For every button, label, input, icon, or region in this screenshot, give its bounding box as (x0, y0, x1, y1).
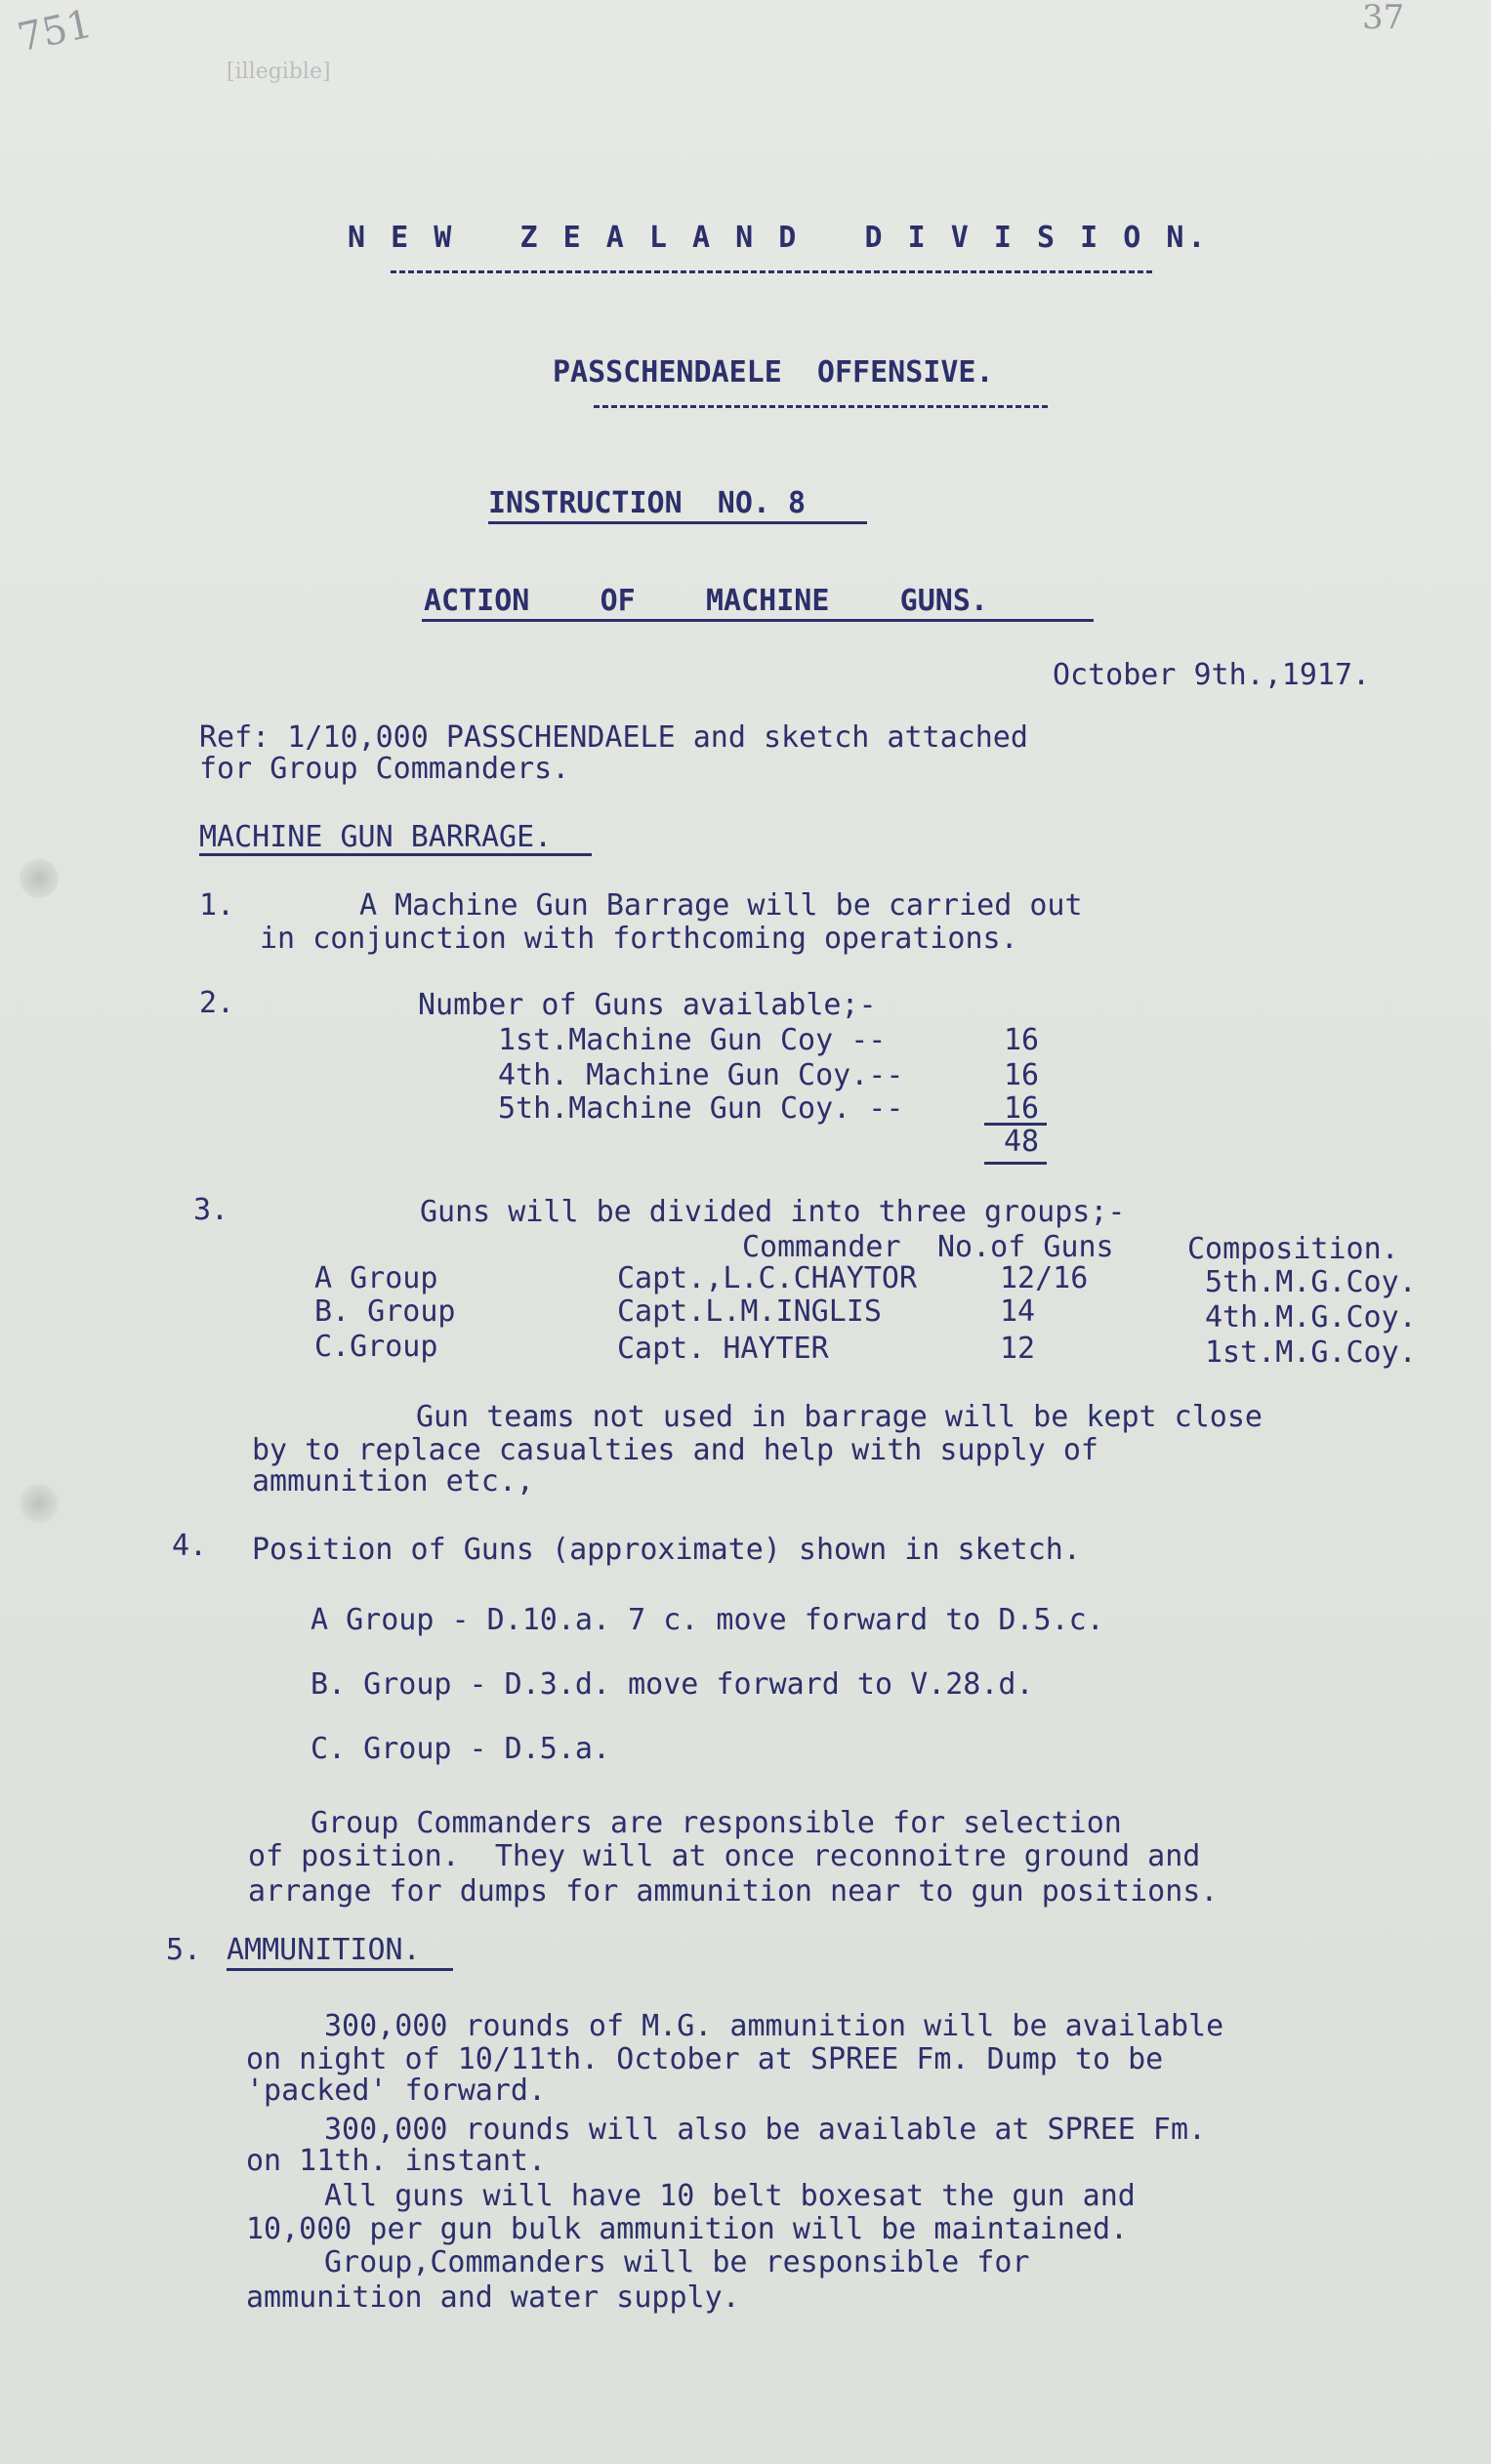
position-c: C. Group - D.5.a. (311, 1732, 611, 1766)
instruction-underline (488, 521, 867, 524)
division-underline (391, 270, 1152, 273)
barrage-underline (199, 853, 592, 856)
reference-line-2: for Group Commanders. (199, 752, 570, 786)
ammunition-line-1: 300,000 rounds of M.G. ammunition will be available (324, 2009, 1224, 2043)
position-a: A Group - D.10.a. 7 c. move forward to D.5.c. (311, 1603, 1104, 1637)
subject-heading: ACTION OF MACHINE GUNS. (424, 584, 988, 618)
commanders-note-1: Group Commanders are responsible for selection (311, 1806, 1122, 1840)
ammunition-line-7: 10,000 per gun bulk ammunition will be maintained. (246, 2212, 1129, 2246)
unit-row-3: 5th.Machine Gun Coy. -- (498, 1091, 904, 1126)
group-c-guns: 12 (1000, 1332, 1036, 1366)
position-b: B. Group - D.3.d. move forward to V.28.d. (311, 1667, 1034, 1702)
column-header-composition: Composition. (1187, 1232, 1399, 1266)
column-header-guns: No.of Guns (937, 1230, 1114, 1264)
ammunition-line-5: on 11th. instant. (246, 2144, 547, 2178)
punch-hole-top (20, 859, 59, 898)
group-a-commander: Capt.,L.C.CHAYTOR (617, 1261, 918, 1295)
folio-number-left: 751 (14, 1, 97, 62)
stamp-mark: [illegible] (227, 60, 331, 84)
punch-hole-bottom (20, 1484, 59, 1523)
positions-heading: Position of Guns (approximate) shown in sketch. (252, 1533, 1081, 1567)
groups-heading: Guns will be divided into three groups;- (420, 1195, 1126, 1229)
group-b-label: B. Group (314, 1294, 456, 1329)
para5-number: 5. (166, 1933, 202, 1967)
offensive-underline (594, 405, 1048, 408)
ammunition-line-9: ammunition and water supply. (246, 2280, 740, 2315)
folio-number-right: 37 (1362, 0, 1405, 37)
column-header-commander: Commander (742, 1230, 901, 1264)
guns-available-heading: Number of Guns available;- (418, 988, 877, 1022)
count-row-1: 16 (1004, 1023, 1040, 1057)
para1-line-1: A Machine Gun Barrage will be carried out (359, 888, 1083, 923)
reference-line-1: Ref: 1/10,000 PASSCHENDAELE and sketch attached (199, 720, 1028, 755)
group-a-label: A Group (314, 1261, 438, 1295)
ammunition-line-2: on night of 10/11th. October at SPREE Fm. Dump to be (246, 2042, 1164, 2076)
para2-number: 2. (199, 986, 235, 1020)
count-row-3: 16 (1004, 1091, 1040, 1126)
ammunition-heading: AMMUNITION. (227, 1933, 421, 1967)
group-b-commander: Capt.L.M.INGLIS (617, 1294, 882, 1329)
ammunition-line-8: Group,Commanders will be responsible for (324, 2245, 1030, 2279)
group-c-composition: 1st.M.G.Coy. (1205, 1335, 1417, 1370)
guns-total: 48 (1004, 1125, 1040, 1159)
gun-teams-note-2: by to replace casualties and help with supply of (252, 1433, 1098, 1467)
commanders-note-2: of position. They will at once reconnoitre ground and (248, 1839, 1201, 1873)
document-date: October 9th.,1917. (1053, 658, 1371, 692)
instruction-heading: INSTRUCTION NO. 8 (488, 486, 807, 520)
unit-row-2: 4th. Machine Gun Coy.-- (498, 1058, 904, 1092)
para4-number: 4. (172, 1529, 208, 1563)
total-rule-bottom (984, 1162, 1047, 1165)
ammunition-line-6: All guns will have 10 belt boxesat the gun and (324, 2179, 1136, 2213)
para3-number: 3. (193, 1193, 229, 1227)
para1-number: 1. (199, 888, 235, 923)
ammunition-line-4: 300,000 rounds will also be available at SPREE Fm. (324, 2113, 1207, 2147)
gun-teams-note-3: ammunition etc., (252, 1464, 534, 1499)
ammunition-line-3: 'packed' forward. (246, 2074, 547, 2108)
division-heading: N E W Z E A L A N D D I V I S I O N. (348, 221, 1210, 255)
offensive-heading: PASSCHENDAELE OFFENSIVE. (553, 355, 994, 390)
group-b-composition: 4th.M.G.Coy. (1205, 1300, 1417, 1335)
ammunition-underline (227, 1968, 453, 1971)
barrage-section-heading: MACHINE GUN BARRAGE. (199, 820, 553, 854)
group-c-commander: Capt. HAYTER (617, 1332, 829, 1366)
unit-row-1: 1st.Machine Gun Coy -- (498, 1023, 887, 1057)
group-a-guns: 12/16 (1000, 1261, 1089, 1295)
group-c-label: C.Group (314, 1330, 438, 1364)
subject-underline (422, 619, 1094, 622)
gun-teams-note-1: Gun teams not used in barrage will be kept close (416, 1400, 1263, 1434)
para1-line-2: in conjunction with forthcoming operations. (260, 922, 1018, 956)
count-row-2: 16 (1004, 1058, 1040, 1092)
group-a-composition: 5th.M.G.Coy. (1205, 1265, 1417, 1299)
commanders-note-3: arrange for dumps for ammunition near to gun positions. (248, 1874, 1219, 1909)
group-b-guns: 14 (1000, 1294, 1036, 1329)
